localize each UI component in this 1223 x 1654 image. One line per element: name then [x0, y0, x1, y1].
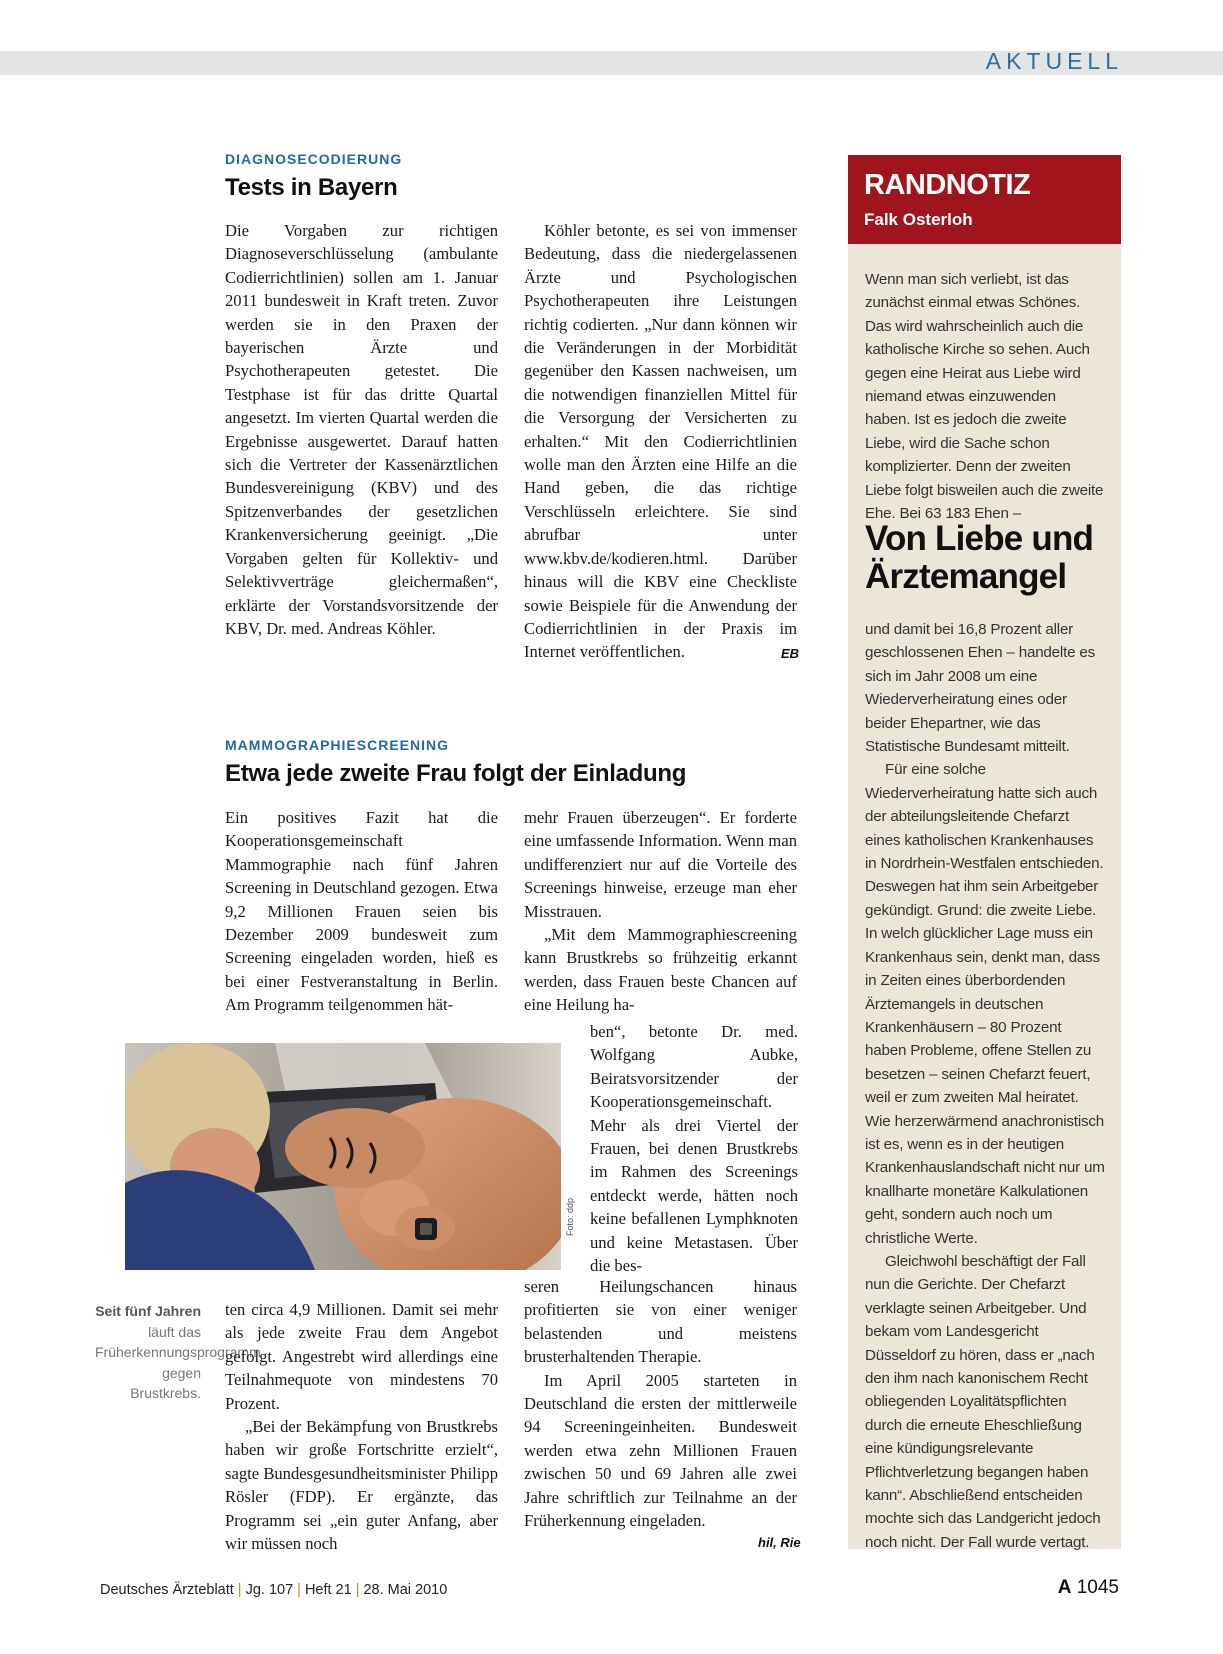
article1-column-1	[225, 219, 498, 640]
article1-col1-text: Die Vorgaben zur richtigen Diagnoseverschlüsselung (ambulante Codierrichtlinien) sollen am 1. Januar 2011 bundesweit in Kraft treten. Zuvor werden sie in den Praxen der bayerischen Ärzte und Psychotherapeuten getestet. Die Testphase ist für das dritte Quartal angesetzt. Im vierten Quartal werden die Ergebnisse ausgewertet. Darauf hatten sich die Vertreter der Kassenärztlichen Bundesvereinigung (KBV) und des Spitzenverbandes der gesetzlichen Krankenversicherung geeinigt. „Die Vorgaben gelten für Kollektiv- und Selektivverträge gleichermaßen“, erklärte der Vorstandsvorsitzende der KBV, Dr. med. Andreas Köhler.	[225, 221, 498, 638]
article1-signature: EB	[781, 646, 800, 661]
randnotiz-intro	[865, 268, 1105, 525]
footer-date: 28. Mai 2010	[363, 1582, 448, 1598]
article2-column-2-bottom	[524, 1275, 797, 1532]
randnotiz-author: Falk Osterloh	[864, 210, 973, 229]
article1-kicker: DIAGNOSECODIERUNG	[225, 151, 403, 167]
footer-separator: |	[297, 1582, 301, 1598]
footer-issue: Heft 21	[304, 1582, 352, 1598]
footer	[100, 1582, 447, 1598]
article2-col2-bottom-p2: Im April 2005 starteten in Deutschland die ersten der mittlerweile 94 Screeningeinheiten. Bundesweit werden etwa zehn Millionen Frauen zwischen 50 und 69 Jahren alle zwei Jahre schriftlich zur Teilnahme an der Früherkennung eingeladen.	[524, 1370, 797, 1531]
article2-col2-top-p1: mehr Frauen überzeugen“. Er forderte eine umfassende Information. Wenn man undifferenziert nur auf die Vorteile des Screenings hinweise, erzeuge man eher Misstrauen.	[524, 808, 797, 921]
article2-col1-bottom-p2: „Bei der Bekämpfung von Brustkrebs haben wir große Fortschritte erzielt“, sagte Bundesgesundheitsminister Philipp Rösler (FDP). Er ergänzte, das Programm sei „ein guter Anfang, aber wir müssen noch	[225, 1417, 498, 1554]
article1-headline: Tests in Bayern	[225, 174, 398, 201]
photo-caption	[95, 1301, 261, 1404]
mammography-photo	[125, 1043, 561, 1270]
randnotiz-intro-text: Wenn man sich verliebt, ist das zunächst einmal etwas Schönes. Das wird wahrscheinlich auch die katholische Kirche so sehen. Auch gegen eine Heirat aus Liebe wird niemand etwas einzuwenden haben. Ist es jedoch die zweite Liebe, wird die Sache schon komplizierter. Denn der zweiten Liebe folgt bisweilen auch die zweite Ehe. Bei 63 183 Ehen –	[865, 271, 1104, 523]
article2-headline: Etwa jede zweite Frau folgt der Einladung	[225, 760, 687, 787]
article2-column-2-top	[524, 806, 797, 1017]
article2-col2-top-p2: „Mit dem Mammographiescreening kann Brustkrebs so frühzeitig erkannt werden, dass Frauen beste Chancen auf eine Heilung ha-	[524, 925, 797, 1015]
randnotiz-header	[848, 155, 1121, 244]
caption-text: läuft das Früherkennungsprogramm gegen Brustkrebs.	[95, 1323, 261, 1401]
article2-column-1-top	[225, 806, 498, 1017]
article2-column-2-wrap	[590, 1020, 798, 1277]
article2-column-1-bottom	[225, 1298, 498, 1555]
page-number	[1058, 1577, 1119, 1599]
article1-column-2	[524, 219, 800, 664]
section-label: AKTUELL	[985, 48, 1123, 74]
randnotiz-p3: Gleichwohl beschäftigt der Fall nun die Gerichte. Der Chefarzt verklagte seinen Arbeitgeber. Und bekam vom Landesgericht Düsseldorf zu hören, dass er „nach den ihm nach kanonischem Recht obliegenden Loyalitätspflichten durch die erneute Eheschließung eine kündigungsrelevante Pflichtverletzung begangen haben kann“. Abschließend entscheiden mochte sich das Landgericht jedoch noch nicht. Der Fall wurde vertagt.	[865, 1252, 1101, 1551]
page-letter: A	[1057, 1577, 1072, 1598]
article1-col2-text: Köhler betonte, es sei von immenser Bedeutung, dass die niedergelassenen Ärzte und Psychologischen Psychotherapeuten ihre Leistungen richtig codierten. „Nur dann können wir die Veränderungen in der Morbidität gegenüber den Kassen nachweisen, um die notwendigen finanziellen Mittel für die Versorgung der Versicherten zu erhalten.“ Mit den Codierrichtlinien wolle man den Ärzten eine Hilfe an die Hand geben, die das richtige Verschlüsseln erleichtere. Sie sind abrufbar unter www.kbv.de/kodieren.html. Darüber hinaus will die KBV eine Checkliste sowie Beispiele für die Anwendung der Codierrichtlinien in der Praxis im Internet veröffentlichen.	[524, 221, 797, 662]
footer-separator: |	[237, 1582, 242, 1598]
randnotiz-body	[865, 618, 1105, 1554]
article2-col1-bottom-p1: ten circa 4,9 Millionen. Damit sei mehr als jede zweite Frau dem Angebot gefolgt. Angestrebt wird allerdings eine Teilnahmequote von mindestens 70 Prozent.	[225, 1300, 498, 1413]
randnotiz-label: RANDNOTIZ	[864, 169, 1031, 201]
randnotiz-p2: Für eine solche Wiederverheiratung hatte sich auch der abteilungsleitende Chefarzt eines katholischen Krankenhauses in Nordrhein-Westfalen entschieden. Deswegen hat ihm sein Arbeitgeber gekündigt. Grund: die zweite Liebe. In welch glücklicher Lage muss ein Krankenhaus sein, denkt man, dass in Zeiten eines überbordenden Ärztemangels in deutschen Krankenhäusern – 80 Prozent haben Probleme, offene Stellen zu besetzen – seinen Chefarzt feuert, weil er zum zweiten Mal heiratet. Wie herzerwärmend anachronistisch ist es, wenn es in der heutigen Krankenhauslandschaft nicht nur um knallharte monetäre Kalkulationen geht, sondern auch noch um christliche Werte.	[865, 761, 1105, 1247]
page-number-value: 1045	[1076, 1577, 1119, 1598]
article2-kicker: MAMMOGRAPHIESCREENING	[225, 737, 450, 753]
footer-separator: |	[355, 1582, 360, 1598]
randnotiz-headline: Von Liebe und Ärztemangel	[865, 519, 1094, 596]
article2-col2-wrap-text: ben“, betonte Dr. med. Wolfgang Aubke, Beiratsvorsitzender der Kooperationsgemeinschaft. Mehr als drei Viertel der Frauen, bei denen Brustkrebs im Rahmen des Screenings entdeckt werde, hätten noch keine befallenen Lymphknoten und keine Metastasen. Über die bes-	[590, 1022, 798, 1276]
randnotiz-p1: und damit bei 16,8 Prozent aller geschlossenen Ehen – handelte es sich im Jahr 2008 um eine Wiederverheiratung eines oder beider Ehepartner, wie das Statistische Bundesamt mitteilt.	[865, 621, 1096, 756]
photo-credit: Foto: ddp	[565, 1197, 575, 1236]
footer-journal: Deutsches Ärzteblatt	[100, 1582, 234, 1598]
footer-volume: Jg. 107	[245, 1582, 294, 1598]
article2-col2-bottom-p1: seren Heilungschancen hinaus profitierten sie von einer weniger belastenden und meistens brusterhaltenden Therapie.	[524, 1277, 797, 1367]
article2-signature: hil, Rie	[758, 1535, 801, 1550]
article2-col1-top-text: Ein positives Fazit hat die Kooperationsgemeinschaft Mammographie nach fünf Jahren Screening in Deutschland gezogen. Etwa 9,2 Millionen Frauen seien bis Dezember 2009 bundesweit zum Screening eingeladen worden, hieß es bei einer Festveranstaltung in Berlin. Am Programm teilgenommen hät-	[225, 808, 498, 1015]
caption-bold: Seit fünf Jahren	[95, 1303, 201, 1319]
